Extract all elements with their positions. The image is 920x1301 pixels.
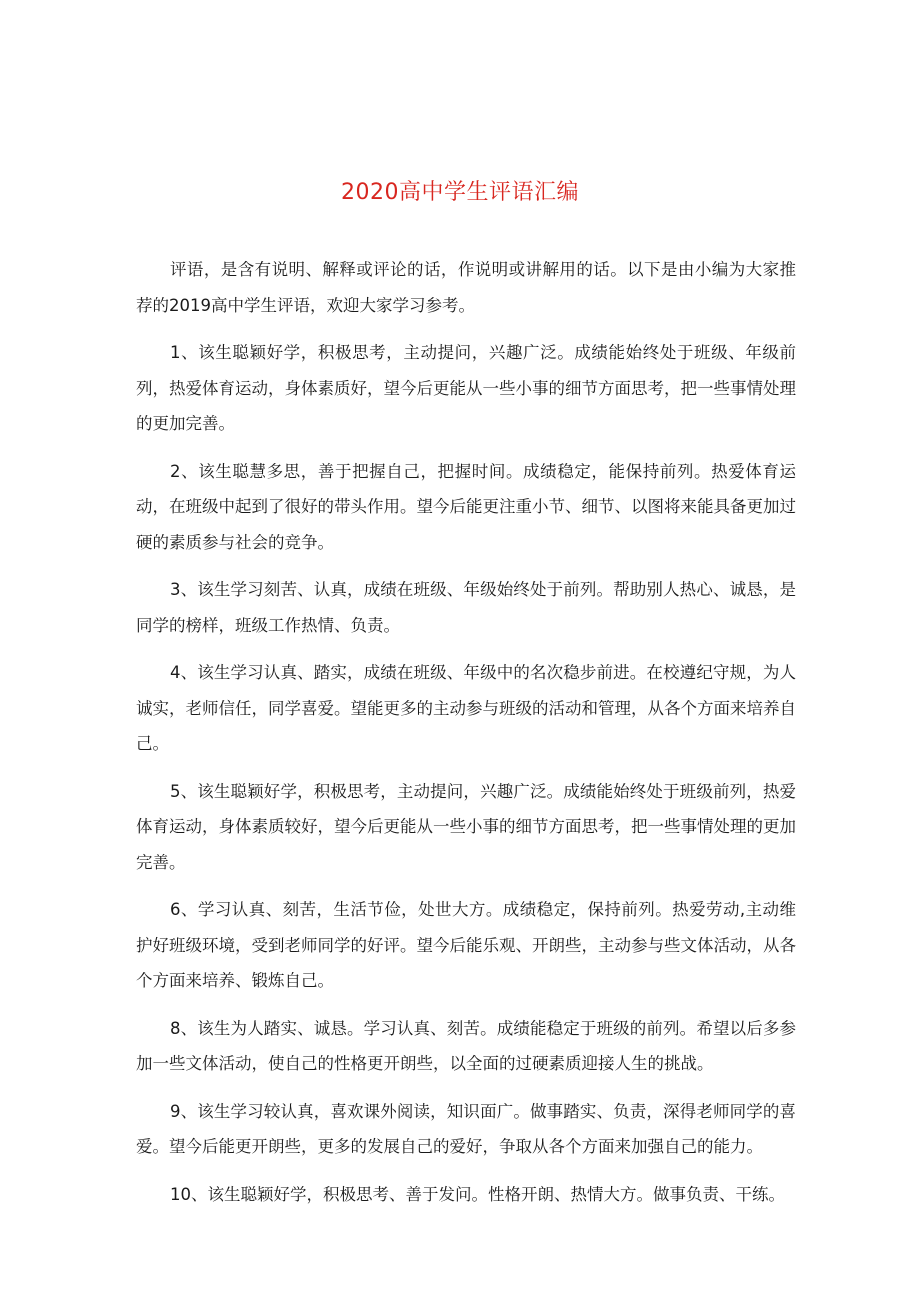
comment-paragraph-2: 2、该生聪慧多思，善于把握自己，把握时间。成绩稳定，能保持前列。热爱体育运动，在班级中起到了很好的带头作用。望今后能更注重小节、细节、以图将来能具备更加过硬的素质参与社会的竞争。 bbox=[136, 461, 796, 552]
intro-paragraph: 评语，是含有说明、解释或评论的话，作说明或讲解用的话。以下是由小编为大家推荐的2019高中学生评语，欢迎大家学习参考。 bbox=[136, 260, 796, 315]
comment-paragraph-5: 5、该生聪颖好学，积极思考，主动提问，兴趣广泛。成绩能始终处于班级前列，热爱体育运动，身体素质较好，望今后更能从一些小事的细节方面思考，把一些事情处理的更加完善。 bbox=[136, 781, 796, 872]
document-body bbox=[136, 252, 796, 1224]
comment-paragraph-10: 10、该生聪颖好学，积极思考、善于发问。性格开朗、热情大方。做事负责、干练。 bbox=[170, 1184, 785, 1204]
comment-paragraph-1: 1、该生聪颖好学，积极思考，主动提问，兴趣广泛。成绩能始终处于班级、年级前列，热爱体育运动，身体素质好，望今后更能从一些小事的细节方面思考，把一些事情处理的更加完善。 bbox=[136, 343, 796, 433]
comment-paragraph-4: 4、该生学习认真、踏实，成绩在班级、年级中的名次稳步前进。在校遵纪守规，为人诚实，老师信任，同学喜爱。望能更多的主动参与班级的活动和管理，从各个方面来培养自己。 bbox=[136, 663, 796, 753]
comment-paragraph-8: 8、该生为人踏实、诚恳。学习认真、刻苦。成绩能稳定于班级的前列。希望以后多参加一些文体活动，使自己的性格更开朗些，以全面的过硬素质迎接人生的挑战。 bbox=[136, 1018, 796, 1073]
comment-paragraph-9: 9、该生学习较认真，喜欢课外阅读，知识面广。做事踏实、负责，深得老师同学的喜爱。望今后能更开朗些，更多的发展自己的爱好，争取从各个方面来加强自己的能力。 bbox=[136, 1101, 796, 1156]
document-title: 2020高中学生评语汇编 bbox=[341, 180, 579, 205]
comment-paragraph-6: 6、学习认真、刻苦，生活节俭，处世大方。成绩稳定，保持前列。热爱劳动,主动维护好班级环境，受到老师同学的好评。望今后能乐观、开朗些，主动参与些文体活动，从各个方面来培养、锻炼自己。 bbox=[136, 900, 796, 990]
comment-paragraph-3: 3、该生学习刻苦、认真，成绩在班级、年级始终处于前列。帮助别人热心、诚恳，是同学的榜样，班级工作热情、负责。 bbox=[136, 580, 796, 635]
